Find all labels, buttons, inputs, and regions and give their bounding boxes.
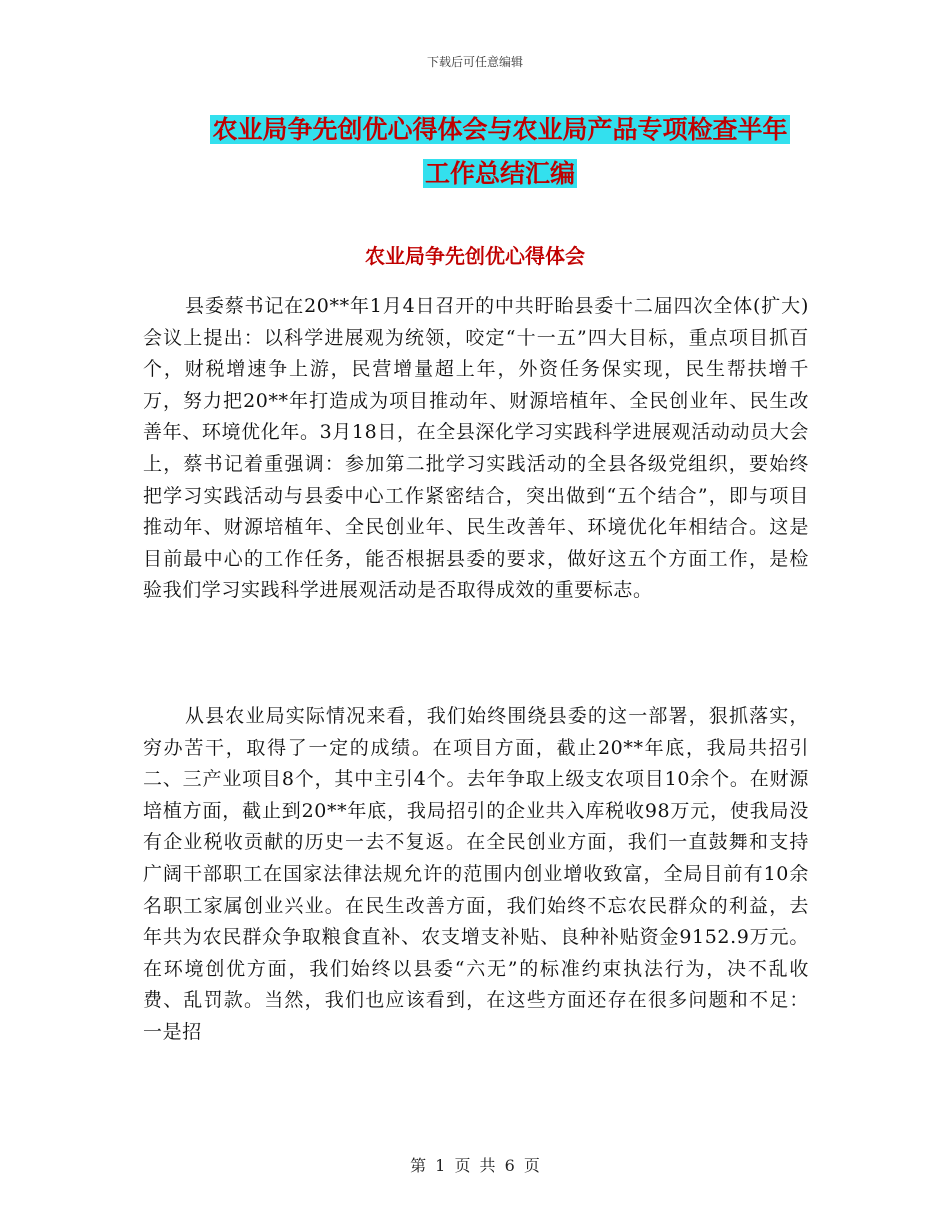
section-title: 农业局争先创优心得体会 (365, 244, 585, 268)
body-paragraph-1: 县委蔡书记在20**年1月4日召开的中共盱眙县委十二届四次全体(扩大)会议上提出：以科学进展观为统领，咬定“十一五”四大目标，重点项目抓百个，财税增速争上游，民营增量超上年，外资任务保实现，民生帮扶增千万，努力把20**年打造成为项目推动年、财源培植年、全民创业年、民生改善年、环境优化年。3月18日，在全县深化学习实践科学进展观活动动员大会上，蔡书记着重强调：参加第二批学习实践活动的全县各级党组织，要始终把学习实践活动与县委中心工作紧密结合，突出做到“五个结合”，即与项目推动年、财源培植年、全民创业年、民生改善年、环境优化年相结合。这是目前最中心的工作任务，能否根据县委的要求，做好这五个方面工作，是检验我们学习实践科学进展观活动是否取得成效的重要标志。 (143, 295, 809, 602)
header-note: 下载后可任意编辑 (426, 55, 523, 69)
document-title-line-1: 农业局争先创优心得体会与农业局产品专项检查半年 (212, 115, 788, 144)
body-paragraph-2: 从县农业局实际情况来看，我们始终围绕县委的这一部署，狠抓落实，穷办苦干，取得了一定的成绩。在项目方面，截止20**年底，我局共招引二、三产业项目8个，其中主引4个。去年争取上级支农项目10余个。在财源培植方面，截止到20**年底，我局招引的企业共入库税收98万元，使我局没有企业税收贡献的历史一去不复返。在全民创业方面，我们一直鼓舞和支持广阔干部职工在国家法律法规允许的范围内创业增收致富，全局目前有10余名职工家属创业兴业。在民生改善方面，我们始终不忘农民群众的利益，去年共为农民群众争取粮食直补、农支增支补贴、良种补贴资金9152.9万元。在环境创优方面，我们始终以县委“六无”的标准约束执法行为，决不乱收费、乱罚款。当然，我们也应该看到，在这些方面还存在很多问题和不足：一是招 (143, 705, 809, 1043)
document-title (130, 108, 870, 196)
page-footer: 第 1 页 共 6 页 (410, 1156, 540, 1175)
document-title-line-2: 工作总结汇编 (424, 159, 575, 188)
